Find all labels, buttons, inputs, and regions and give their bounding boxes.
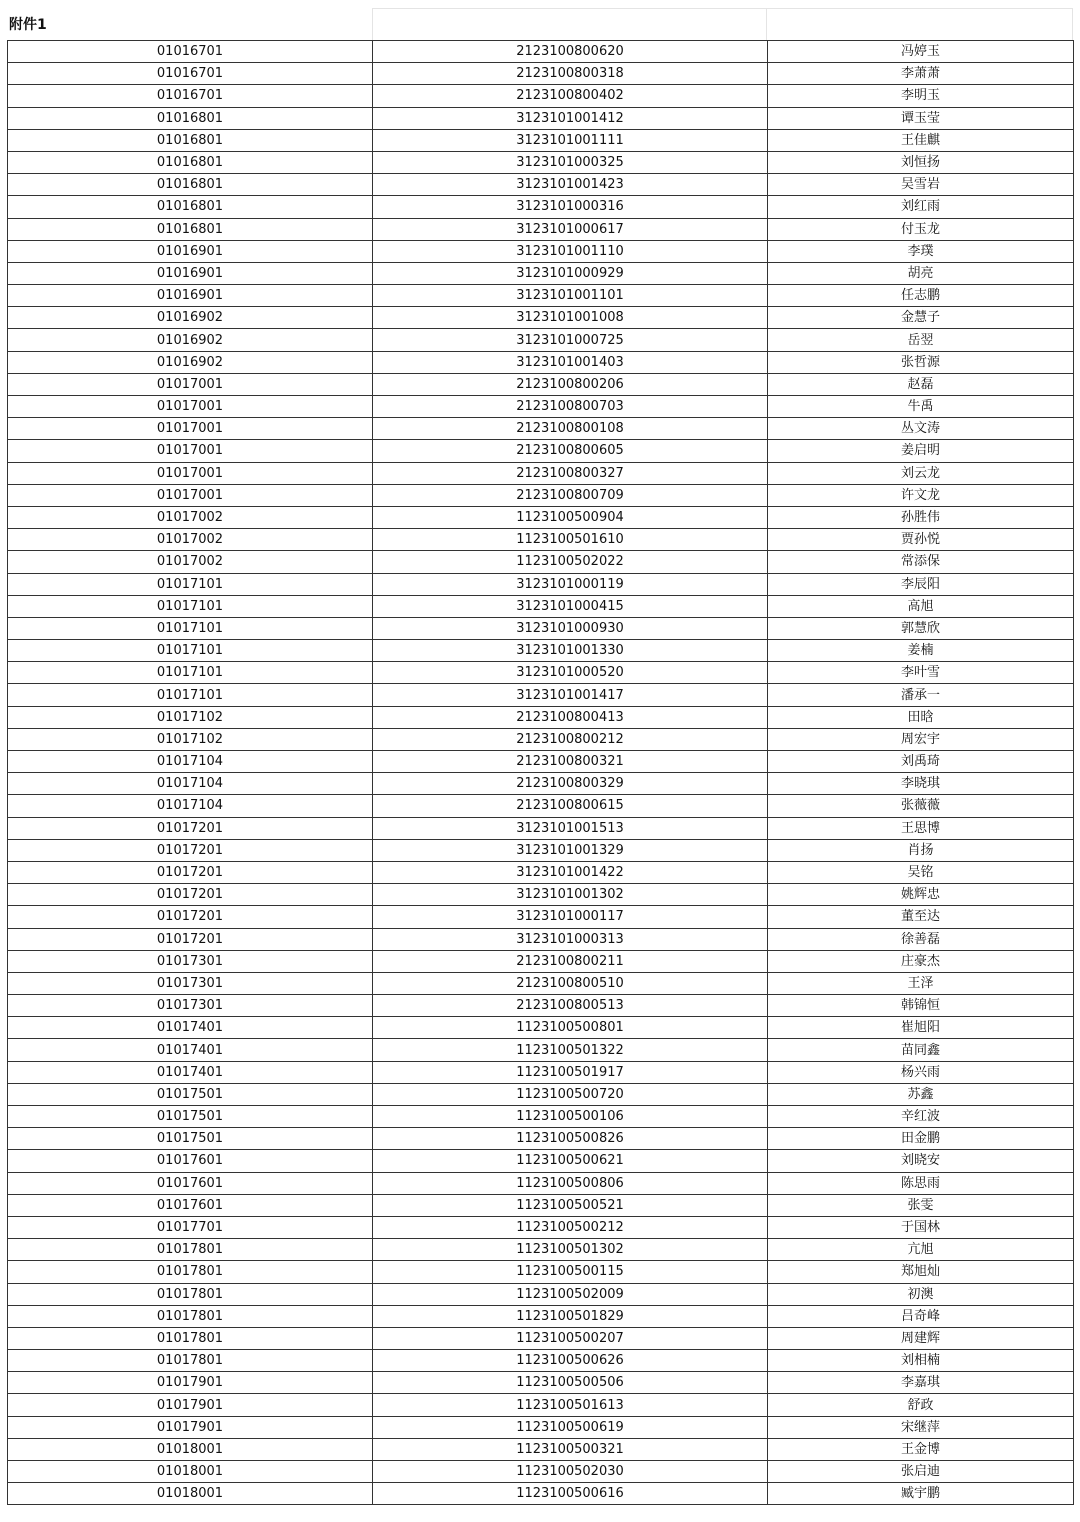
exam-number-cell: 1123100502022: [373, 551, 768, 573]
position-code-cell: 01017104: [8, 751, 373, 773]
exam-number-cell: 3123101001330: [373, 640, 768, 662]
position-code-cell: 01017701: [8, 1216, 373, 1238]
exam-number-cell: 3123101001412: [373, 107, 768, 129]
name-cell: 赵磊: [768, 373, 1074, 395]
exam-number-cell: 3123101001423: [373, 174, 768, 196]
exam-number-cell: 2123100800709: [373, 484, 768, 506]
table-row: [8, 1194, 1074, 1216]
position-code-cell: 01017001: [8, 462, 373, 484]
table-row: [8, 906, 1074, 928]
exam-number-cell: 3123101001008: [373, 307, 768, 329]
table-row: [8, 63, 1074, 85]
table-row: [8, 1394, 1074, 1416]
table-row: [8, 751, 1074, 773]
exam-number-cell: 1123100502009: [373, 1283, 768, 1305]
exam-number-cell: 1123100500806: [373, 1172, 768, 1194]
name-cell: 李明玉: [768, 85, 1074, 107]
name-cell: 常添保: [768, 551, 1074, 573]
position-code-cell: 01017101: [8, 662, 373, 684]
position-code-cell: 01017002: [8, 529, 373, 551]
name-cell: 吴雪岩: [768, 174, 1074, 196]
data-table: [7, 40, 1074, 1505]
table-row: [8, 972, 1074, 994]
exam-number-cell: 2123100800620: [373, 41, 768, 63]
exam-number-cell: 2123100800212: [373, 728, 768, 750]
table-row: [8, 506, 1074, 528]
table-row: [8, 728, 1074, 750]
exam-number-cell: 1123100500207: [373, 1327, 768, 1349]
table-row: [8, 551, 1074, 573]
exam-number-cell: 2123100800605: [373, 440, 768, 462]
exam-number-cell: 3123101000316: [373, 196, 768, 218]
table-row: [8, 484, 1074, 506]
table-row: [8, 1017, 1074, 1039]
position-code-cell: 01016801: [8, 218, 373, 240]
name-cell: 周宏宇: [768, 728, 1074, 750]
position-code-cell: 01017601: [8, 1194, 373, 1216]
spreadsheet: [7, 8, 1073, 1505]
name-cell: 张启迪: [768, 1461, 1074, 1483]
position-code-cell: 01016901: [8, 262, 373, 284]
table-row: [8, 1083, 1074, 1105]
position-code-cell: 01017002: [8, 551, 373, 573]
position-code-cell: 01017501: [8, 1106, 373, 1128]
name-cell: 田晗: [768, 706, 1074, 728]
exam-number-cell: 2123100800327: [373, 462, 768, 484]
name-cell: 张哲源: [768, 351, 1074, 373]
table-row: [8, 329, 1074, 351]
table-body: [8, 41, 1074, 1505]
table-row: [8, 595, 1074, 617]
position-code-cell: 01017201: [8, 928, 373, 950]
name-cell: 徐善磊: [768, 928, 1074, 950]
position-code-cell: 01017001: [8, 418, 373, 440]
name-cell: 庄豪杰: [768, 950, 1074, 972]
table-row: [8, 928, 1074, 950]
name-cell: 丛文涛: [768, 418, 1074, 440]
position-code-cell: 01017102: [8, 706, 373, 728]
position-code-cell: 01017801: [8, 1261, 373, 1283]
exam-number-cell: 2123100800615: [373, 795, 768, 817]
exam-number-cell: 2123100800321: [373, 751, 768, 773]
exam-number-cell: 1123100500521: [373, 1194, 768, 1216]
table-row: [8, 1461, 1074, 1483]
position-code-cell: 01017301: [8, 995, 373, 1017]
name-cell: 王佳麒: [768, 129, 1074, 151]
position-code-cell: 01017001: [8, 440, 373, 462]
table-row: [8, 573, 1074, 595]
table-row: [8, 1039, 1074, 1061]
exam-number-cell: 3123101001417: [373, 684, 768, 706]
name-cell: 冯婷玉: [768, 41, 1074, 63]
name-cell: 初澳: [768, 1283, 1074, 1305]
exam-number-cell: 1123100501322: [373, 1039, 768, 1061]
name-cell: 刘红雨: [768, 196, 1074, 218]
name-cell: 李叶雪: [768, 662, 1074, 684]
exam-number-cell: 3123101001101: [373, 285, 768, 307]
table-row: [8, 240, 1074, 262]
position-code-cell: 01018001: [8, 1483, 373, 1505]
name-cell: 张雯: [768, 1194, 1074, 1216]
exam-number-cell: 3123101000520: [373, 662, 768, 684]
exam-number-cell: 2123100800703: [373, 396, 768, 418]
exam-number-cell: 2123100800318: [373, 63, 768, 85]
table-row: [8, 1172, 1074, 1194]
exam-number-cell: 2123100800206: [373, 373, 768, 395]
name-cell: 李嘉琪: [768, 1372, 1074, 1394]
name-cell: 付玉龙: [768, 218, 1074, 240]
table-row: [8, 1483, 1074, 1505]
position-code-cell: 01016801: [8, 151, 373, 173]
table-row: [8, 1106, 1074, 1128]
exam-number-cell: 3123101000929: [373, 262, 768, 284]
table-row: [8, 884, 1074, 906]
exam-number-cell: 3123101000725: [373, 329, 768, 351]
exam-number-cell: 2123100800402: [373, 85, 768, 107]
name-cell: 舒政: [768, 1394, 1074, 1416]
name-cell: 苗同鑫: [768, 1039, 1074, 1061]
position-code-cell: 01016902: [8, 307, 373, 329]
position-code-cell: 01018001: [8, 1438, 373, 1460]
table-row: [8, 1283, 1074, 1305]
table-row: [8, 285, 1074, 307]
name-cell: 任志鹏: [768, 285, 1074, 307]
exam-number-cell: 3123101001302: [373, 884, 768, 906]
exam-number-cell: 1123100501610: [373, 529, 768, 551]
attachment-title: 附件1: [9, 17, 47, 33]
table-row: [8, 262, 1074, 284]
exam-number-cell: 2123100800211: [373, 950, 768, 972]
exam-number-cell: 3123101000325: [373, 151, 768, 173]
exam-number-cell: 1123100500904: [373, 506, 768, 528]
position-code-cell: 01017801: [8, 1239, 373, 1261]
table-row: [8, 861, 1074, 883]
exam-number-cell: 2123100800510: [373, 972, 768, 994]
table-row: [8, 218, 1074, 240]
table-row: [8, 995, 1074, 1017]
position-code-cell: 01017104: [8, 773, 373, 795]
position-code-cell: 01017104: [8, 795, 373, 817]
name-cell: 苏鑫: [768, 1083, 1074, 1105]
name-cell: 田金鹏: [768, 1128, 1074, 1150]
name-cell: 贾孙悦: [768, 529, 1074, 551]
table-row: [8, 129, 1074, 151]
exam-number-cell: 3123101001513: [373, 817, 768, 839]
name-cell: 王金博: [768, 1438, 1074, 1460]
name-cell: 李晓琪: [768, 773, 1074, 795]
position-code-cell: 01017601: [8, 1150, 373, 1172]
name-cell: 于国林: [768, 1216, 1074, 1238]
table-row: [8, 640, 1074, 662]
position-code-cell: 01017101: [8, 573, 373, 595]
name-cell: 陈思雨: [768, 1172, 1074, 1194]
table-row: [8, 684, 1074, 706]
exam-number-cell: 3123101001403: [373, 351, 768, 373]
name-cell: 孙胜伟: [768, 506, 1074, 528]
position-code-cell: 01017201: [8, 884, 373, 906]
exam-number-cell: 3123101001111: [373, 129, 768, 151]
exam-number-cell: 2123100800329: [373, 773, 768, 795]
position-code-cell: 01016901: [8, 240, 373, 262]
position-code-cell: 01016801: [8, 107, 373, 129]
position-code-cell: 01017301: [8, 950, 373, 972]
empty-header-cell: [372, 8, 767, 40]
name-cell: 姚辉忠: [768, 884, 1074, 906]
name-cell: 董至达: [768, 906, 1074, 928]
table-row: [8, 1438, 1074, 1460]
position-code-cell: 01016902: [8, 351, 373, 373]
name-cell: 金慧子: [768, 307, 1074, 329]
exam-number-cell: 1123100501613: [373, 1394, 768, 1416]
exam-number-cell: 1123100501302: [373, 1239, 768, 1261]
table-row: [8, 373, 1074, 395]
name-cell: 刘恒扬: [768, 151, 1074, 173]
table-row: [8, 85, 1074, 107]
table-row: [8, 1061, 1074, 1083]
position-code-cell: 01017401: [8, 1061, 373, 1083]
name-cell: 胡亮: [768, 262, 1074, 284]
name-cell: 宋继萍: [768, 1416, 1074, 1438]
position-code-cell: 01017801: [8, 1305, 373, 1327]
exam-number-cell: 1123100500106: [373, 1106, 768, 1128]
table-row: [8, 1350, 1074, 1372]
table-row: [8, 196, 1074, 218]
exam-number-cell: 3123101000415: [373, 595, 768, 617]
position-code-cell: 01017201: [8, 817, 373, 839]
empty-header-cell: [767, 8, 1073, 40]
table-row: [8, 1261, 1074, 1283]
table-row: [8, 617, 1074, 639]
position-code-cell: 01016902: [8, 329, 373, 351]
name-cell: 刘云龙: [768, 462, 1074, 484]
position-code-cell: 01017101: [8, 595, 373, 617]
position-code-cell: 01017501: [8, 1083, 373, 1105]
exam-number-cell: 3123101000617: [373, 218, 768, 240]
name-cell: 郭慧欣: [768, 617, 1074, 639]
name-cell: 许文龙: [768, 484, 1074, 506]
table-row: [8, 1372, 1074, 1394]
name-cell: 郑旭灿: [768, 1261, 1074, 1283]
position-code-cell: 01016801: [8, 196, 373, 218]
name-cell: 亢旭: [768, 1239, 1074, 1261]
position-code-cell: 01017801: [8, 1283, 373, 1305]
name-cell: 李萧萧: [768, 63, 1074, 85]
exam-number-cell: 1123100500619: [373, 1416, 768, 1438]
name-cell: 岳翌: [768, 329, 1074, 351]
exam-number-cell: 2123100800108: [373, 418, 768, 440]
name-cell: 高旭: [768, 595, 1074, 617]
table-row: [8, 440, 1074, 462]
name-cell: 臧宇鹏: [768, 1483, 1074, 1505]
table-row: [8, 529, 1074, 551]
position-code-cell: 01017901: [8, 1372, 373, 1394]
exam-number-cell: 1123100500506: [373, 1372, 768, 1394]
table-row: [8, 174, 1074, 196]
position-code-cell: 01017401: [8, 1039, 373, 1061]
table-row: [8, 351, 1074, 373]
table-row: [8, 1239, 1074, 1261]
name-cell: 刘禹琦: [768, 751, 1074, 773]
name-cell: 姜楠: [768, 640, 1074, 662]
position-code-cell: 01017801: [8, 1327, 373, 1349]
exam-number-cell: 3123101001329: [373, 839, 768, 861]
name-cell: 李辰阳: [768, 573, 1074, 595]
exam-number-cell: 3123101000930: [373, 617, 768, 639]
name-cell: 肖扬: [768, 839, 1074, 861]
exam-number-cell: 1123100500321: [373, 1438, 768, 1460]
table-row: [8, 1150, 1074, 1172]
table-row: [8, 418, 1074, 440]
position-code-cell: 01017201: [8, 861, 373, 883]
table-row: [8, 1416, 1074, 1438]
exam-number-cell: 3123101000119: [373, 573, 768, 595]
name-cell: 王泽: [768, 972, 1074, 994]
name-cell: 杨兴雨: [768, 1061, 1074, 1083]
exam-number-cell: 1123100500826: [373, 1128, 768, 1150]
position-code-cell: 01016701: [8, 63, 373, 85]
position-code-cell: 01017101: [8, 640, 373, 662]
name-cell: 吕奇峰: [768, 1305, 1074, 1327]
exam-number-cell: 1123100500616: [373, 1483, 768, 1505]
position-code-cell: 01017401: [8, 1017, 373, 1039]
table-row: [8, 950, 1074, 972]
exam-number-cell: 1123100500115: [373, 1261, 768, 1283]
table-row: [8, 1327, 1074, 1349]
position-code-cell: 01016801: [8, 174, 373, 196]
exam-number-cell: 3123101000117: [373, 906, 768, 928]
table-row: [8, 396, 1074, 418]
position-code-cell: 01017801: [8, 1350, 373, 1372]
name-cell: 王思博: [768, 817, 1074, 839]
exam-number-cell: 1123100500212: [373, 1216, 768, 1238]
name-cell: 周建辉: [768, 1327, 1074, 1349]
table-row: [8, 307, 1074, 329]
exam-number-cell: 2123100800513: [373, 995, 768, 1017]
table-row: [8, 1128, 1074, 1150]
exam-number-cell: 1123100500720: [373, 1083, 768, 1105]
exam-number-cell: 3123101001422: [373, 861, 768, 883]
exam-number-cell: 1123100500621: [373, 1150, 768, 1172]
position-code-cell: 01018001: [8, 1461, 373, 1483]
header-row: [7, 8, 1073, 40]
position-code-cell: 01016901: [8, 285, 373, 307]
name-cell: 潘承一: [768, 684, 1074, 706]
name-cell: 张薇薇: [768, 795, 1074, 817]
position-code-cell: 01017501: [8, 1128, 373, 1150]
table-row: [8, 817, 1074, 839]
table-row: [8, 773, 1074, 795]
table-row: [8, 107, 1074, 129]
table-row: [8, 41, 1074, 63]
exam-number-cell: 3123101000313: [373, 928, 768, 950]
position-code-cell: 01017901: [8, 1416, 373, 1438]
name-cell: 辛红波: [768, 1106, 1074, 1128]
name-cell: 李璞: [768, 240, 1074, 262]
table-row: [8, 795, 1074, 817]
position-code-cell: 01017001: [8, 484, 373, 506]
name-cell: 刘相楠: [768, 1350, 1074, 1372]
name-cell: 牛禹: [768, 396, 1074, 418]
name-cell: 崔旭阳: [768, 1017, 1074, 1039]
name-cell: 韩锦恒: [768, 995, 1074, 1017]
table-row: [8, 1305, 1074, 1327]
position-code-cell: 01017201: [8, 839, 373, 861]
position-code-cell: 01017201: [8, 906, 373, 928]
exam-number-cell: 1123100501829: [373, 1305, 768, 1327]
position-code-cell: 01016701: [8, 41, 373, 63]
table-row: [8, 706, 1074, 728]
position-code-cell: 01017102: [8, 728, 373, 750]
position-code-cell: 01017101: [8, 684, 373, 706]
exam-number-cell: 1123100502030: [373, 1461, 768, 1483]
name-cell: 姜启明: [768, 440, 1074, 462]
exam-number-cell: 1123100500626: [373, 1350, 768, 1372]
name-cell: 刘晓安: [768, 1150, 1074, 1172]
name-cell: 吴铭: [768, 861, 1074, 883]
position-code-cell: 01017301: [8, 972, 373, 994]
table-row: [8, 1216, 1074, 1238]
table-row: [8, 462, 1074, 484]
position-code-cell: 01016701: [8, 85, 373, 107]
exam-number-cell: 2123100800413: [373, 706, 768, 728]
exam-number-cell: 1123100500801: [373, 1017, 768, 1039]
table-row: [8, 662, 1074, 684]
name-cell: 谭玉莹: [768, 107, 1074, 129]
position-code-cell: 01017601: [8, 1172, 373, 1194]
position-code-cell: 01017001: [8, 396, 373, 418]
table-row: [8, 151, 1074, 173]
position-code-cell: 01017002: [8, 506, 373, 528]
exam-number-cell: 3123101001110: [373, 240, 768, 262]
position-code-cell: 01017901: [8, 1394, 373, 1416]
position-code-cell: 01017001: [8, 373, 373, 395]
position-code-cell: 01017101: [8, 617, 373, 639]
table-row: [8, 839, 1074, 861]
exam-number-cell: 1123100501917: [373, 1061, 768, 1083]
position-code-cell: 01016801: [8, 129, 373, 151]
